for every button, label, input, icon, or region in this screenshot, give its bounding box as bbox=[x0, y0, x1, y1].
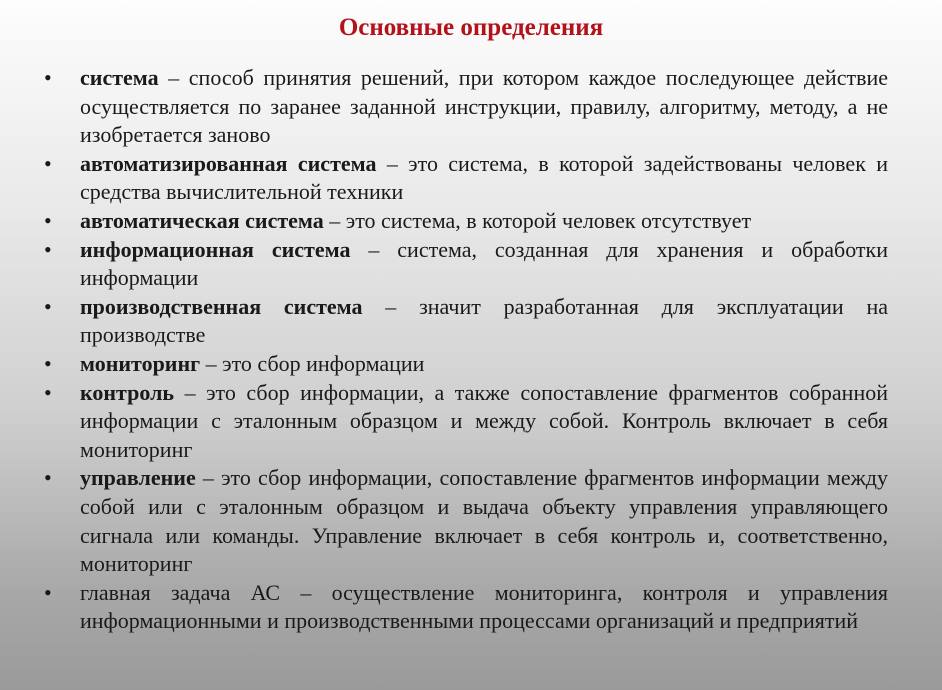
bullet-icon: • bbox=[44, 207, 52, 233]
term: автоматическая система bbox=[80, 207, 324, 233]
definition-text: главная задача АС – осуществление мониторинга, контроля и управления информационными и производственными процессами организаций и предприятий bbox=[80, 579, 888, 634]
list-item bbox=[44, 150, 888, 207]
definition-text: – это сбор информации, сопоставление фрагментов информации между собой или с эталонным образцом и выдача объекту управления управляющего сигнала или команды. Управление включает в себя контроль и, соответственно, мониторинг bbox=[80, 465, 888, 577]
term: управление bbox=[80, 465, 196, 491]
definition-text: – значит разработанная для эксплуатации на производстве bbox=[80, 293, 888, 348]
bullet-icon: • bbox=[44, 579, 52, 605]
definition-text: – это сбор информации bbox=[200, 350, 425, 376]
definition-text: – способ принятия решений, при котором каждое последующее действие осуществляется по заранее заданной инструкции, правилу, алгоритму, методу, а не изобретается заново bbox=[80, 65, 888, 148]
bullet-icon: • bbox=[44, 465, 52, 491]
slide-title: Основные определения bbox=[338, 14, 604, 41]
list-item bbox=[44, 379, 888, 465]
bullet-icon: • bbox=[44, 236, 52, 262]
definition-text: – это система, в которой задействованы человек и средства вычислительной техники bbox=[80, 150, 888, 205]
list-item bbox=[44, 579, 888, 636]
term: автоматизированная система bbox=[80, 150, 377, 176]
definition-text: – это сбор информации, а также сопоставление фрагментов собранной информации с эталонным образцом и между собой. Контроль включает в себя мониторинг bbox=[80, 379, 888, 462]
list-item bbox=[44, 464, 888, 578]
list-item bbox=[44, 207, 888, 236]
term: производственная система bbox=[80, 293, 363, 319]
term: система bbox=[80, 65, 159, 90]
bullet-icon: • bbox=[44, 379, 52, 405]
term: контроль bbox=[80, 379, 175, 405]
definition-text: – это система, в которой человек отсутствует bbox=[323, 207, 752, 233]
list-item bbox=[44, 236, 888, 293]
bullet-icon: • bbox=[44, 150, 52, 176]
definitions-list bbox=[44, 64, 888, 636]
bullet-icon: • bbox=[44, 293, 52, 319]
list-item bbox=[44, 350, 888, 379]
list-item bbox=[44, 293, 888, 350]
bullet-icon: • bbox=[44, 350, 52, 376]
definition-text: – система, созданная для хранения и обработки информации bbox=[80, 236, 888, 291]
bullet-icon: • bbox=[44, 65, 52, 90]
list-item bbox=[44, 64, 888, 150]
term: мониторинг bbox=[80, 350, 201, 376]
term: информационная система bbox=[80, 236, 351, 262]
